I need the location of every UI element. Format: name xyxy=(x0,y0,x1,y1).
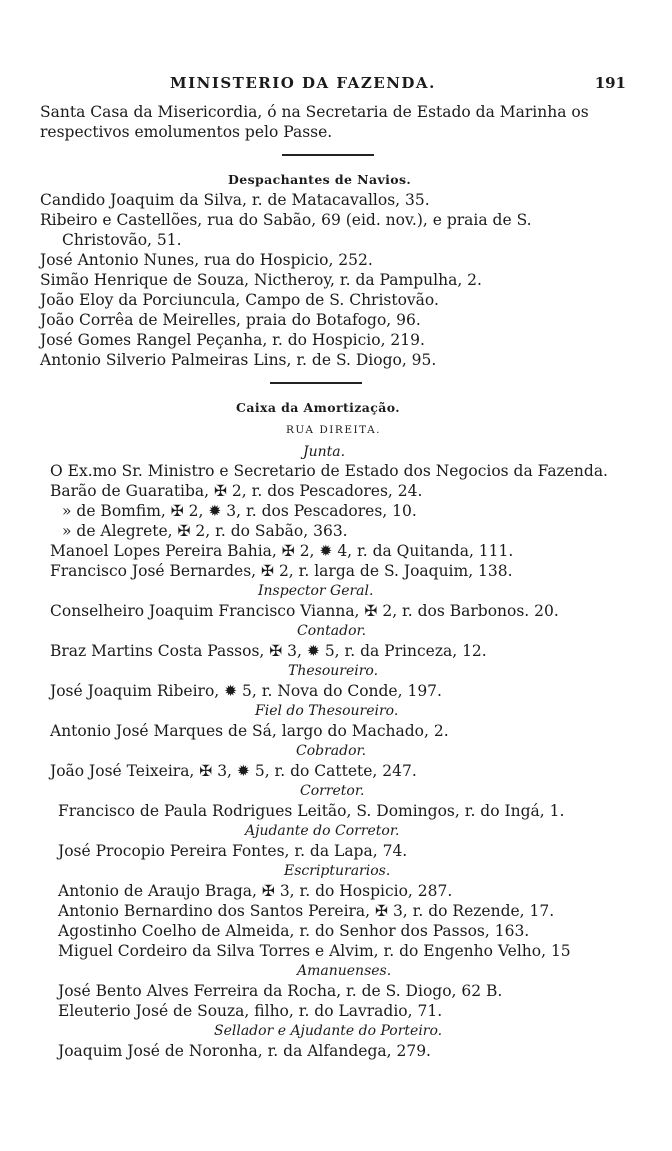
list-item: Antonio Silverio Palmeiras Lins, r. de S. Diogo, 95. xyxy=(40,351,437,369)
divider xyxy=(270,382,362,384)
divider xyxy=(282,154,374,156)
role-heading: Inspector Geral. xyxy=(258,583,374,599)
role-heading: Corretor. xyxy=(300,783,365,799)
intro-line: respectivos emolumentos pelo Passe. xyxy=(40,123,333,141)
role-heading: Cobrador. xyxy=(296,743,367,759)
list-item: Antonio de Araujo Braga, ✠ 3, r. do Hospicio, 287. xyxy=(58,882,453,900)
list-item: Miguel Cordeiro da Silva Torres e Alvim, r. do Engenho Velho, 15 xyxy=(58,942,571,960)
role-heading: Sellador e Ajudante do Porteiro. xyxy=(214,1023,443,1039)
header-title: MINISTERIO DA FAZENDA. xyxy=(170,74,436,92)
list-item: João Corrêa de Meirelles, praia do Botafogo, 96. xyxy=(40,311,421,329)
intro-line: Santa Casa da Misericordia, ó na Secretaria de Estado da Marinha os xyxy=(40,103,589,121)
role-heading: Escripturarios. xyxy=(284,863,391,879)
list-item: José Bento Alves Ferreira da Rocha, r. de S. Diogo, 62 B. xyxy=(58,982,503,1000)
list-item: Barão de Guaratiba, ✠ 2, r. dos Pescadores, 24. xyxy=(50,482,423,500)
list-item-continuation: Christovão, 51. xyxy=(62,231,182,249)
list-item: Antonio José Marques de Sá, largo do Machado, 2. xyxy=(50,722,449,740)
role-heading: Amanuenses. xyxy=(297,963,392,979)
list-item: Francisco José Bernardes, ✠ 2, r. larga de S. Joaquim, 138. xyxy=(50,562,513,580)
section-title-caixa: Caixa da Amortização. xyxy=(236,400,401,415)
role-heading: Junta. xyxy=(303,444,346,460)
list-item: Simão Henrique de Souza, Nictheroy, r. da Pampulha, 2. xyxy=(40,271,482,289)
list-item: José Joaquim Ribeiro, ✹ 5, r. Nova do Conde, 197. xyxy=(50,682,442,700)
page-number: 191 xyxy=(594,74,626,92)
list-item: Ribeiro e Castellões, rua do Sabão, 69 (eid. nov.), e praia de S. xyxy=(40,211,532,229)
list-item: » de Bomfim, ✠ 2, ✹ 3, r. dos Pescadores, 10. xyxy=(62,502,417,520)
list-item: Candido Joaquim da Silva, r. de Matacavallos, 35. xyxy=(40,191,430,209)
section-title-despachantes: Despachantes de Navios. xyxy=(228,172,412,187)
list-item: Eleuterio José de Souza, filho, r. do Lavradio, 71. xyxy=(58,1002,443,1020)
running-header xyxy=(40,74,632,98)
role-heading: Ajudante do Corretor. xyxy=(245,823,400,839)
list-item: José Antonio Nunes, rua do Hospicio, 252. xyxy=(40,251,373,269)
list-item: » de Alegrete, ✠ 2, r. do Sabão, 363. xyxy=(62,522,348,540)
section-subtitle: RUA DIREITA. xyxy=(286,424,381,436)
list-item: João Eloy da Porciuncula, Campo de S. Christovão. xyxy=(40,291,439,309)
list-item: Joaquim José de Noronha, r. da Alfandega, 279. xyxy=(58,1042,431,1060)
list-item: O Ex.mo Sr. Ministro e Secretario de Estado dos Negocios da Fazenda. xyxy=(50,462,608,480)
role-heading: Thesoureiro. xyxy=(288,663,379,679)
list-item: Francisco de Paula Rodrigues Leitão, S. Domingos, r. do Ingá, 1. xyxy=(58,802,565,820)
list-item: Manoel Lopes Pereira Bahia, ✠ 2, ✹ 4, r. da Quitanda, 111. xyxy=(50,542,514,560)
list-item: Braz Martins Costa Passos, ✠ 3, ✹ 5, r. da Princeza, 12. xyxy=(50,642,487,660)
role-heading: Contador. xyxy=(297,623,367,639)
list-item: José Gomes Rangel Peçanha, r. do Hospicio, 219. xyxy=(40,331,425,349)
list-item: Antonio Bernardino dos Santos Pereira, ✠ 3, r. do Rezende, 17. xyxy=(58,902,555,920)
role-heading: Fiel do Thesoureiro. xyxy=(255,703,399,719)
list-item: Agostinho Coelho de Almeida, r. do Senhor dos Passos, 163. xyxy=(58,922,530,940)
list-item: José Procopio Pereira Fontes, r. da Lapa, 74. xyxy=(58,842,408,860)
list-item: Conselheiro Joaquim Francisco Vianna, ✠ 2, r. dos Barbonos. 20. xyxy=(50,602,559,620)
list-item: João José Teixeira, ✠ 3, ✹ 5, r. do Cattete, 247. xyxy=(50,762,417,780)
